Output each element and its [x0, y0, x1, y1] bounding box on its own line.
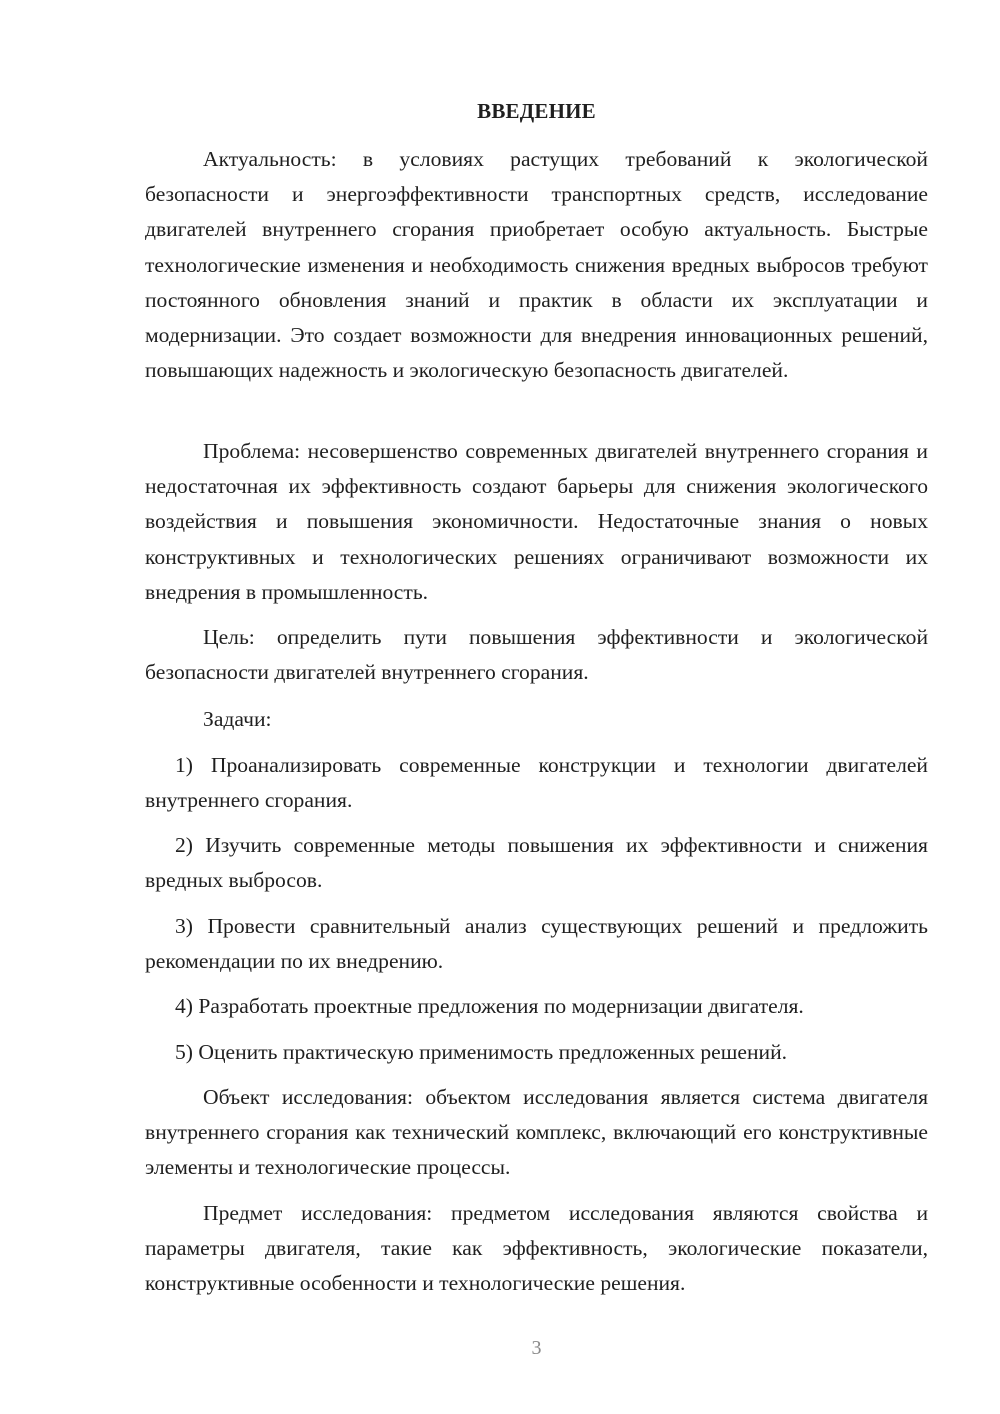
task-item-2: 2) Изучить современные методы повышения их эффективности и снижения вредных выбросов.: [145, 833, 928, 893]
page-number: 3: [531, 1337, 542, 1359]
task-item-4: 4) Разработать проектные предложения по модернизации двигателя.: [175, 994, 804, 1018]
task-item-3: 3) Провести сравнительный анализ существующих решений и предложить рекомендации по их внедрению.: [145, 914, 928, 974]
tasks-label: Задачи:: [203, 707, 272, 731]
task-item-5: 5) Оценить практическую применимость предложенных решений.: [175, 1040, 788, 1064]
object-paragraph: Объект исследования: объектом исследования является система двигателя внутреннего сгорания как технический комплекс, включающий его конструктивные элементы и технологические процессы.: [145, 1085, 928, 1180]
goal-paragraph: Цель: определить пути повышения эффективности и экологической безопасности двигателей внутреннего сгорания.: [145, 625, 928, 685]
task-item-1: 1) Проанализировать современные конструкции и технологии двигателей внутреннего сгорания.: [145, 753, 928, 813]
subject-paragraph: Предмет исследования: предметом исследования являются свойства и параметры двигателя, такие как эффективность, экологические показатели, конструктивные особенности и технологические решения.: [145, 1201, 928, 1296]
relevance-paragraph: Актуальность: в условиях растущих требований к экологической безопасности и энергоэффективности транспортных средств, исследование двигателей внутреннего сгорания приобретает особую актуальность. Быстрые технологические изменения и необходимость снижения вредных выбросов требуют постоянного обновления знаний и практик в области их эксплуатации и модернизации. Это создает возможности для внедрения инновационных решений, повышающих надежность и экологическую безопасность двигателей.: [145, 147, 928, 383]
page-title: ВВЕДЕНИЕ: [477, 99, 596, 123]
problem-paragraph: Проблема: несовершенство современных двигателей внутреннего сгорания и недостаточная их эффективность создают барьеры для снижения экологического воздействия и повышения экономичности. Недостаточные знания о новых конструктивных и технологических решениях ограничивают возможности их внедрения в промышленность.: [145, 439, 928, 604]
